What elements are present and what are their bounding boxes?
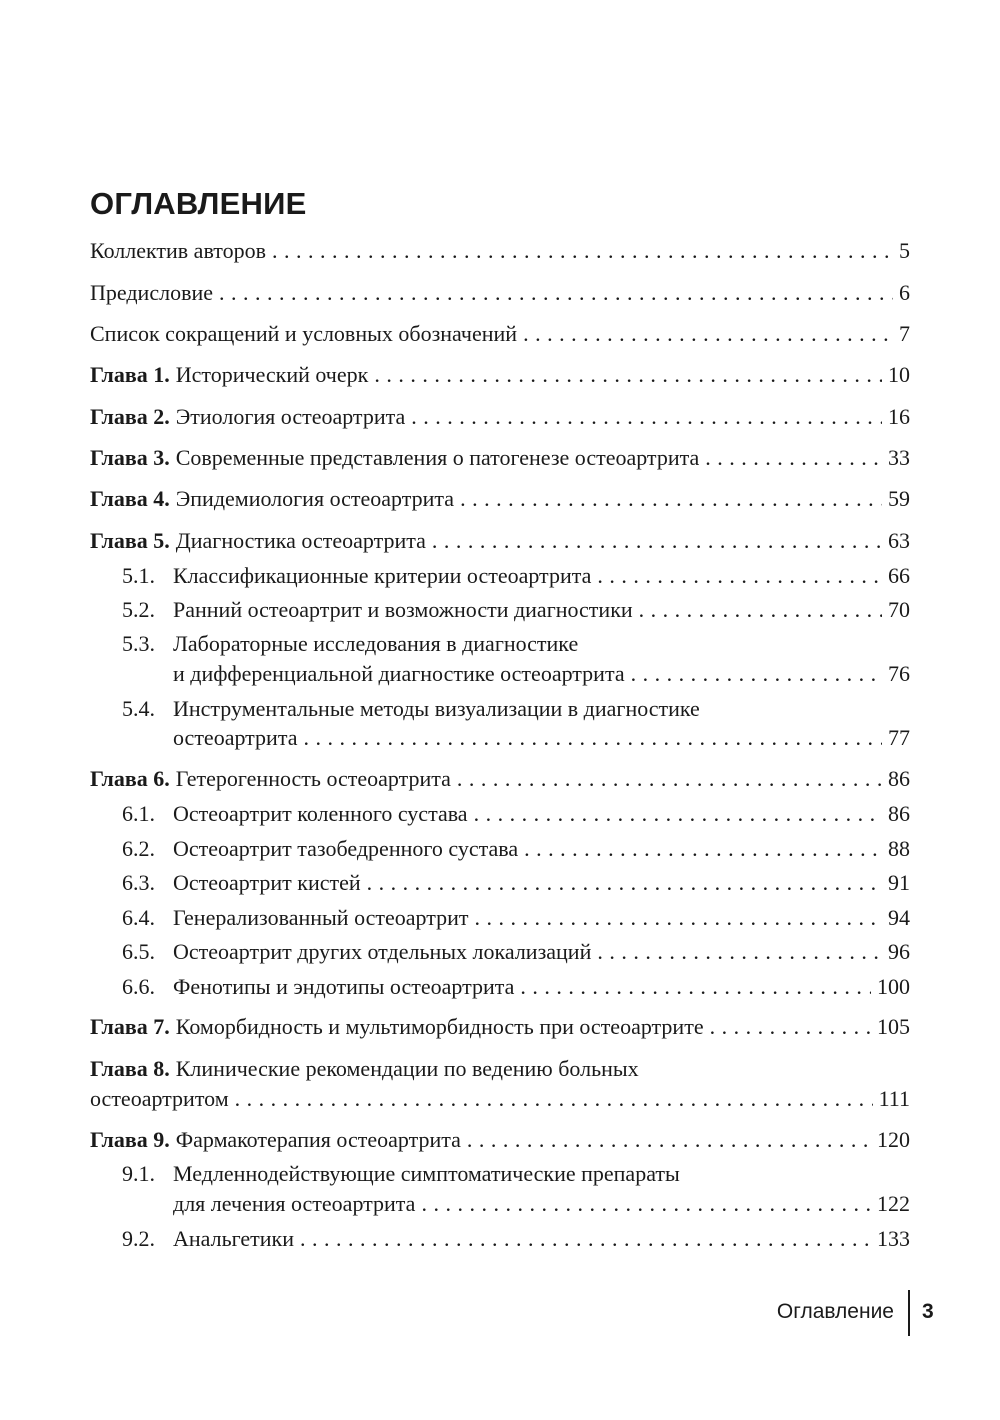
toc-entry-page: 88 — [888, 836, 910, 861]
toc-entry-page: 33 — [888, 445, 910, 470]
toc-section-number: 5.3. — [122, 631, 155, 656]
toc-entry-text: Современные представления о патогенезе остеоартрита — [175, 445, 700, 470]
toc-entry-page: 86 — [888, 801, 910, 826]
toc-entry-text: Медленнодействующие симптоматические препараты — [173, 1161, 680, 1186]
toc-leader-dots — [219, 278, 893, 308]
running-footer-label: Оглавление — [776, 1300, 894, 1323]
toc-entry-page: 96 — [888, 939, 910, 964]
toc-entry-page: 76 — [888, 661, 910, 686]
toc-entry-text: для лечения остеоартрита — [173, 1191, 416, 1216]
toc-section-number: 9.2. — [122, 1226, 155, 1251]
toc-leader-dots — [475, 903, 882, 933]
toc-entry-page: 86 — [888, 766, 910, 791]
toc-entry-page: 5 — [899, 238, 910, 263]
toc-section-continuation[interactable] — [173, 723, 910, 753]
toc-entry-text: Остеоартрит тазобедренного сустава — [173, 836, 519, 861]
toc-section-continuation[interactable] — [173, 1189, 910, 1219]
toc-leader-dots — [432, 526, 882, 556]
toc-section-number: 6.6. — [122, 974, 155, 999]
toc-section-entry[interactable] — [122, 595, 910, 625]
toc-section-entry[interactable] — [122, 834, 910, 864]
toc-entry-text: Коллектив авторов — [90, 238, 266, 263]
toc-entry-page: 111 — [878, 1086, 910, 1111]
toc-leader-dots — [272, 236, 893, 266]
toc-chapter-label: Глава 6. — [90, 766, 170, 791]
toc-leader-dots — [597, 561, 882, 591]
toc-section-entry[interactable] — [122, 694, 910, 724]
toc-entry-text: Исторический очерк — [175, 362, 369, 387]
toc-chapter-label: Глава 2. — [90, 404, 170, 429]
toc-entry-page: 122 — [877, 1191, 910, 1216]
toc-entry-page: 100 — [877, 974, 910, 999]
toc-leader-dots — [520, 972, 871, 1002]
toc-entry-page: 59 — [888, 486, 910, 511]
toc-leader-dots — [421, 1189, 871, 1219]
toc-chapter-entry[interactable] — [90, 484, 910, 514]
toc-section-number: 9.1. — [122, 1161, 155, 1186]
toc-section-number: 6.1. — [122, 801, 155, 826]
toc-entry-text: Лабораторные исследования в диагностике — [173, 631, 579, 656]
toc-entry-text: Клинические рекомендации по ведению больных — [175, 1056, 639, 1081]
toc-chapter-entry[interactable] — [90, 443, 910, 473]
toc-section-entry[interactable] — [122, 629, 910, 659]
toc-leader-dots — [467, 1125, 871, 1155]
toc-section-number: 6.5. — [122, 939, 155, 964]
toc-entry-text: Анальгетики — [173, 1226, 294, 1251]
toc-section-number: 6.4. — [122, 905, 155, 930]
toc-section-number: 6.2. — [122, 836, 155, 861]
toc-entry-text: Предисловие — [90, 280, 213, 305]
toc-entry-text: Остеоартрит кистей — [173, 870, 361, 895]
toc-leader-dots — [474, 799, 882, 829]
toc-entry-text: остеоартритом — [90, 1086, 229, 1111]
toc-leader-dots — [374, 360, 882, 390]
page-number: 3 — [922, 1300, 934, 1323]
toc-entry-text: Фармакотерапия остеоартрита — [175, 1127, 461, 1152]
toc-chapter-label: Глава 1. — [90, 362, 170, 387]
toc-entry-text: Диагностика остеоартрита — [175, 528, 426, 553]
toc-chapter-entry[interactable] — [90, 1012, 910, 1042]
toc-entry-text: Остеоартрит других отдельных локализаций — [173, 939, 592, 964]
toc-leader-dots — [631, 659, 882, 689]
toc-chapter-entry[interactable] — [90, 402, 910, 432]
toc-leader-dots — [523, 319, 893, 349]
toc-entry-text: Классификационные критерии остеоартрита — [173, 563, 592, 588]
toc-section-number: 6.3. — [122, 870, 155, 895]
toc-chapter-continuation[interactable] — [90, 1084, 910, 1114]
toc-section-entry[interactable] — [122, 1224, 910, 1254]
toc-leader-dots — [524, 834, 882, 864]
toc-chapter-label: Глава 5. — [90, 528, 170, 553]
toc-section-entry[interactable] — [122, 799, 910, 829]
toc-entry-text: Коморбидность и мультиморбидность при остеоартрите — [175, 1014, 704, 1039]
toc-chapter-label: Глава 4. — [90, 486, 170, 511]
toc-entry-page: 6 — [899, 280, 910, 305]
toc-chapter-label: Глава 7. — [90, 1014, 170, 1039]
toc-section-continuation[interactable] — [173, 659, 910, 689]
toc-entry-text: Остеоартрит коленного сустава — [173, 801, 468, 826]
toc-entry-page: 16 — [888, 404, 910, 429]
toc-entry-page: 133 — [877, 1226, 910, 1251]
toc-entry-text: Ранний остеоартрит и возможности диагностики — [173, 597, 633, 622]
toc-section-entry[interactable] — [122, 972, 910, 1002]
toc-section-entry[interactable] — [122, 937, 910, 967]
toc-leader-dots — [639, 595, 882, 625]
toc-leader-dots — [597, 937, 882, 967]
toc-chapter-entry[interactable] — [90, 1125, 910, 1155]
toc-leader-dots — [300, 1224, 871, 1254]
toc-leader-dots — [710, 1012, 871, 1042]
toc-leader-dots — [303, 723, 882, 753]
toc-entry-text: Список сокращений и условных обозначений — [90, 321, 518, 346]
toc-entry-page: 120 — [877, 1127, 910, 1152]
toc-entry-text: Инструментальные методы визуализации в диагностике — [173, 696, 700, 721]
toc-section-number: 5.2. — [122, 597, 155, 622]
toc-entry-text: Фенотипы и эндотипы остеоартрита — [173, 974, 515, 999]
toc-chapter-entry[interactable] — [90, 1054, 910, 1084]
toc-leader-dots — [460, 484, 882, 514]
toc-entry-page: 94 — [888, 905, 910, 930]
toc-entry-page: 10 — [888, 362, 910, 387]
toc-entry-page: 105 — [877, 1014, 910, 1039]
toc-entry-text: Генерализованный остеоартрит — [173, 905, 469, 930]
toc-entry-page: 63 — [888, 528, 910, 553]
toc-chapter-label: Глава 8. — [90, 1056, 170, 1081]
toc-chapter-entry[interactable] — [90, 360, 910, 390]
toc-chapter-entry[interactable] — [90, 526, 910, 556]
toc-entry-text: Эпидемиология остеоартрита — [175, 486, 455, 511]
toc-section-entry[interactable] — [122, 561, 910, 591]
toc-leader-dots — [235, 1084, 873, 1114]
toc-entry-text: остеоартрита — [173, 725, 298, 750]
toc-entry-text: Гетерогенность остеоартрита — [175, 766, 451, 791]
toc-leader-dots — [705, 443, 882, 473]
toc-entry-page: 7 — [899, 321, 910, 346]
toc-chapter-label: Глава 3. — [90, 445, 170, 470]
toc-section-entry[interactable] — [122, 868, 910, 898]
toc-section-entry[interactable] — [122, 903, 910, 933]
toc-section-number: 5.1. — [122, 563, 155, 588]
toc-entry[interactable] — [90, 236, 910, 266]
toc-leader-dots — [367, 868, 882, 898]
toc-chapter-entry[interactable] — [90, 764, 910, 794]
toc-entry-text: и дифференциальной диагностике остеоартрита — [173, 661, 625, 686]
toc-section-entry[interactable] — [122, 1159, 910, 1189]
toc-entry-text: Этиология остеоартрита — [175, 404, 406, 429]
page-title: ОГЛАВЛЕНИЕ — [90, 186, 307, 221]
toc-entry[interactable] — [90, 319, 910, 349]
toc-entry-page: 66 — [888, 563, 910, 588]
toc-leader-dots — [411, 402, 882, 432]
toc-entry-page: 91 — [888, 870, 910, 895]
footer-divider — [908, 1290, 910, 1336]
toc-chapter-label: Глава 9. — [90, 1127, 170, 1152]
toc-entry-page: 70 — [888, 597, 910, 622]
toc-entry[interactable] — [90, 278, 910, 308]
toc-entry-page: 77 — [888, 725, 910, 750]
toc-section-number: 5.4. — [122, 696, 155, 721]
toc-leader-dots — [457, 764, 882, 794]
